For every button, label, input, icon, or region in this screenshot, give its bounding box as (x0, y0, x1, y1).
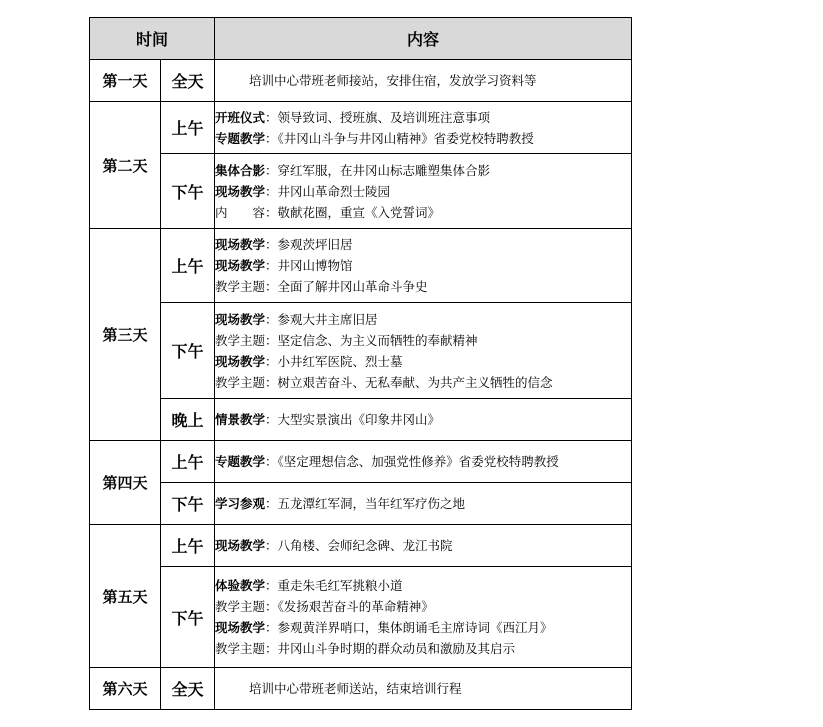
content-line (215, 535, 631, 556)
item-label: 开班仪式 (215, 109, 266, 125)
item-text: ：全面了解井冈山革命斗争史 (265, 279, 428, 294)
header-time: 时间 (90, 18, 215, 60)
item-label: 现场教学 (215, 353, 266, 369)
item-label: 专题教学 (215, 454, 266, 469)
table-row (90, 303, 632, 399)
table-row (90, 668, 632, 710)
item-label: 现场教学 (215, 183, 266, 199)
header-content: 内容 (215, 18, 632, 60)
content-cell (215, 154, 632, 229)
item-label: 教学主题 (215, 641, 266, 656)
item-text: ：坚定信念、为主义而牺牲的奉献精神 (265, 332, 478, 348)
content-line (215, 575, 631, 596)
item-text: ：树立艰苦奋斗、无私奉献、为共产主义牺牲的信念 (265, 374, 553, 390)
table-row (90, 60, 632, 102)
header-row (90, 18, 632, 60)
item-label: 现场教学 (215, 538, 266, 553)
table-row (90, 441, 632, 483)
content-line (215, 596, 631, 617)
content-line (215, 617, 631, 638)
item-text: ：《发扬艰苦奋斗的革命精神》 (265, 599, 434, 614)
day-cell: 第二天 (90, 102, 161, 229)
content-cell (215, 483, 632, 525)
content-cell (215, 441, 632, 483)
content-cell (215, 399, 632, 441)
item-text: ：五龙潭红军洞，当年红军疗伤之地 (265, 496, 466, 511)
item-text: ：敬献花圈，重宣《入党誓词》 (265, 204, 441, 220)
item-label: 学习参观 (215, 496, 266, 511)
period-cell: 全天 (161, 60, 215, 102)
content-cell (215, 102, 632, 154)
table-row (90, 525, 632, 567)
item-text: ：参观大井主席旧居 (265, 311, 378, 327)
item-label: 现场教学 (215, 237, 266, 252)
period-cell: 上午 (161, 102, 215, 154)
content-cell: 培训中心带班老师送站，结束培训行程 (215, 668, 632, 710)
item-text: ：井冈山博物馆 (265, 258, 353, 273)
content-line (215, 181, 631, 202)
item-label: 现场教学 (215, 311, 266, 327)
content-line (215, 234, 631, 255)
content-line (215, 255, 631, 276)
item-label: 集体合影 (215, 162, 266, 178)
table-row (90, 483, 632, 525)
item-text: ：《坚定理想信念、加强党性修养》省委党校特聘教授 (265, 454, 559, 469)
item-text: ：八角楼、会师纪念碑、龙江书院 (265, 538, 453, 553)
table-row (90, 567, 632, 668)
content-line (215, 128, 631, 149)
content-line (215, 638, 631, 659)
item-text: ：重走朱毛红军挑粮小道 (265, 578, 403, 593)
period-cell: 上午 (161, 525, 215, 567)
day-cell: 第四天 (90, 441, 161, 525)
item-label: 专题教学 (215, 130, 266, 146)
content-line (215, 372, 631, 393)
item-text: ：《井冈山斗争与井冈山精神》省委党校特聘教授 (265, 130, 534, 146)
item-text: ：井冈山革命烈士陵园 (265, 183, 391, 199)
content-cell (215, 303, 632, 399)
item-text: ：大型实景演出《印象井冈山》 (265, 412, 441, 427)
period-cell: 晚上 (161, 399, 215, 441)
item-label: 教学主题 (215, 374, 266, 390)
period-cell: 下午 (161, 154, 215, 229)
item-label: 情景教学 (215, 412, 266, 427)
content-cell: 培训中心带班老师接站，安排住宿，发放学习资料等 (215, 60, 632, 102)
content-cell (215, 525, 632, 567)
item-text: ：小井红军医院、烈士墓 (265, 353, 403, 369)
period-cell: 下午 (161, 567, 215, 668)
item-label: 教学主题 (215, 599, 266, 614)
item-label: 现场教学 (215, 258, 266, 273)
content-line (215, 451, 631, 472)
item-text: ：井冈山斗争时期的群众动员和激励及其启示 (265, 641, 516, 656)
period-cell: 全天 (161, 668, 215, 710)
content-line (215, 160, 631, 181)
item-label: 体验教学 (215, 578, 266, 593)
content-cell (215, 229, 632, 303)
table-row (90, 399, 632, 441)
day-cell: 第一天 (90, 60, 161, 102)
item-label: 教学主题 (215, 279, 266, 294)
content-line (215, 107, 631, 128)
item-label: 内 容 (215, 204, 266, 220)
content-line (215, 330, 631, 351)
day-cell: 第六天 (90, 668, 161, 710)
table-row (90, 154, 632, 229)
content-line (215, 351, 631, 372)
content-line (215, 276, 631, 297)
content-line (215, 493, 631, 514)
item-text: ：领导致词、授班旗、及培训班注意事项 (265, 109, 491, 125)
content-cell (215, 567, 632, 668)
schedule-table (89, 17, 632, 710)
item-text: ：参观黄洋界哨口，集体朗诵毛主席诗词《西江月》 (265, 620, 553, 635)
table-row (90, 102, 632, 154)
day-cell: 第五天 (90, 525, 161, 668)
day-cell: 第三天 (90, 229, 161, 441)
period-cell: 上午 (161, 229, 215, 303)
content-line (215, 309, 631, 330)
period-cell: 下午 (161, 303, 215, 399)
period-cell: 下午 (161, 483, 215, 525)
item-text: ：参观茨坪旧居 (265, 237, 353, 252)
item-label: 现场教学 (215, 620, 266, 635)
content-line (215, 202, 631, 223)
table-row (90, 229, 632, 303)
item-text: ：穿红军服，在井冈山标志雕塑集体合影 (265, 162, 491, 178)
period-cell: 上午 (161, 441, 215, 483)
item-label: 教学主题 (215, 332, 266, 348)
content-line (215, 409, 631, 430)
